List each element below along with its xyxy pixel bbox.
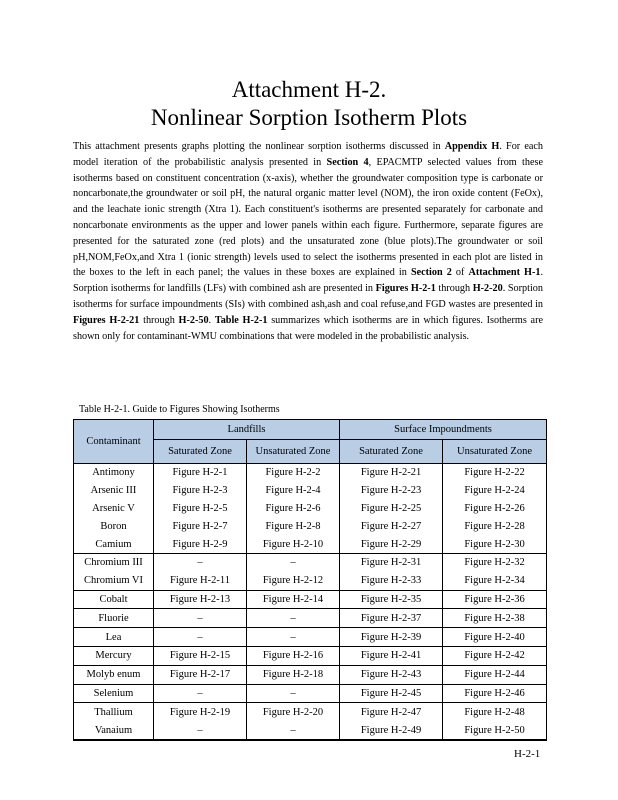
si-saturated-cell: Figure H-2-23 [340, 482, 443, 500]
table-ref: Table H-2-1 [214, 314, 268, 326]
si-unsaturated-cell: Figure H-2-38 [443, 609, 547, 628]
table-body [74, 464, 547, 740]
lf-saturated-cell: Figure H-2-13 [154, 590, 247, 609]
contaminant-cell: Thallium [74, 703, 154, 721]
page-number: H-2-1 [514, 748, 541, 760]
page-subtitle: Nonlinear Sorption Isotherm Plots [150, 105, 468, 130]
contaminant-cell: Chromium III [74, 553, 154, 571]
lf-saturated-cell: Figure H-2-11 [154, 572, 247, 590]
contaminant-cell: Mercury [74, 646, 154, 665]
lf-unsaturated-cell: Figure H-2-6 [247, 500, 340, 518]
table-row [74, 721, 547, 740]
si-unsaturated-cell: Figure H-2-34 [443, 572, 547, 590]
lf-saturated-cell: Figure H-2-15 [154, 646, 247, 665]
header-si-unsaturated: Unsaturated Zone [443, 440, 547, 464]
si-unsaturated-cell: Figure H-2-44 [443, 665, 547, 684]
lf-unsaturated-cell: – [247, 609, 340, 628]
paragraph-text: of [451, 267, 469, 279]
si-unsaturated-cell: Figure H-2-42 [443, 646, 547, 665]
contaminant-cell: Antimony [74, 464, 154, 482]
lf-unsaturated-cell: Figure H-2-8 [247, 517, 340, 535]
header-si-saturated: Saturated Zone [340, 440, 443, 464]
figures-ref: H-2-20 [472, 283, 503, 295]
si-unsaturated-cell: Figure H-2-48 [443, 703, 547, 721]
lf-unsaturated-cell: Figure H-2-10 [247, 535, 340, 553]
lf-unsaturated-cell: Figure H-2-20 [247, 703, 340, 721]
lf-saturated-cell: Figure H-2-5 [154, 500, 247, 518]
page-title: Attachment H-2. [231, 77, 387, 102]
si-saturated-cell: Figure H-2-37 [340, 609, 443, 628]
contaminant-cell: Cobalt [74, 590, 154, 609]
si-unsaturated-cell: Figure H-2-26 [443, 500, 547, 518]
header-landfills: Landfills [154, 420, 340, 440]
lf-unsaturated-cell: Figure H-2-16 [247, 646, 340, 665]
contaminant-cell: Boron [74, 517, 154, 535]
contaminant-cell: Lea [74, 628, 154, 647]
table-row [74, 590, 547, 609]
paragraph-text: . Sorption isotherms for surface impoundments (SIs) with combined ash,ash and coal refuse,and FGD wastes are presented in [73, 283, 543, 310]
lf-saturated-cell: Figure H-2-17 [154, 665, 247, 684]
lf-unsaturated-cell: – [247, 721, 340, 740]
isotherm-guide-table [73, 419, 547, 741]
si-saturated-cell: Figure H-2-33 [340, 572, 443, 590]
table-row [74, 553, 547, 571]
lf-saturated-cell: – [154, 628, 247, 647]
si-saturated-cell: Figure H-2-49 [340, 721, 443, 740]
section-ref: Section 4 [326, 156, 369, 168]
contaminant-cell: Arsenic III [74, 482, 154, 500]
table-row [74, 572, 547, 590]
lf-saturated-cell: – [154, 684, 247, 703]
paragraph-text: through [435, 283, 473, 295]
paragraph-text: . Sorption isotherms for landfills (LFs) with combined ash are presented in [73, 267, 543, 295]
lf-saturated-cell: Figure H-2-19 [154, 703, 247, 721]
si-saturated-cell: Figure H-2-45 [340, 684, 443, 703]
figures-ref: Figures H-2-21 [73, 314, 140, 326]
contaminant-cell: Arsenic V [74, 500, 154, 518]
header-lf-saturated: Saturated Zone [154, 440, 247, 464]
paragraph-text: , EPACMTP selected values from these isotherms based on constituent concentration (x-axis), whether the groundwater composition type is carbonate or noncarbonate,the groundwater or soil pH, the natural organic matter level (NOM), the iron oxide content (FeOx), and the leachate ionic strength (Xtra 1). Each constituent's isotherms are presented separately for carbonate and noncarbonate environments as the upper and lower panels within each figure. Furthermore, separate figures are presented for the saturated zone (red plots) and the unsaturated zone (blue plots).The groundwater or soil pH,NOM,FeOx,and Xtra 1 (ionic strength) levels used to select the isotherms presented in each plot are listed in the boxes to the left in each panel; the values in these boxes are explained in [73, 156, 543, 279]
figures-ref: H-2-50 [178, 314, 209, 326]
si-unsaturated-cell: Figure H-2-36 [443, 590, 547, 609]
si-saturated-cell: Figure H-2-21 [340, 464, 443, 482]
lf-saturated-cell: Figure H-2-9 [154, 535, 247, 553]
si-saturated-cell: Figure H-2-27 [340, 517, 443, 535]
table-row [74, 517, 547, 535]
table-row [74, 665, 547, 684]
lf-saturated-cell: Figure H-2-7 [154, 517, 247, 535]
lf-unsaturated-cell: Figure H-2-14 [247, 590, 340, 609]
intro-paragraph [73, 139, 543, 344]
contaminant-cell: Selenium [74, 684, 154, 703]
lf-saturated-cell: – [154, 721, 247, 740]
paragraph-text: This attachment presents graphs plotting the nonlinear sorption isotherms discussed in [73, 141, 445, 152]
lf-saturated-cell: Figure H-2-3 [154, 482, 247, 500]
contaminant-cell: Chromium VI [74, 572, 154, 590]
table-row [74, 609, 547, 628]
table-row [74, 628, 547, 647]
lf-unsaturated-cell: Figure H-2-4 [247, 482, 340, 500]
si-saturated-cell: Figure H-2-31 [340, 553, 443, 571]
table-row [74, 482, 547, 500]
si-unsaturated-cell: Figure H-2-30 [443, 535, 547, 553]
table-row [74, 500, 547, 518]
paragraph-text: . [208, 314, 215, 326]
contaminant-cell: Molyb enum [74, 665, 154, 684]
lf-unsaturated-cell: Figure H-2-12 [247, 572, 340, 590]
lf-unsaturated-cell: – [247, 628, 340, 647]
paragraph-text: through [139, 314, 179, 326]
appendix-ref: Appendix H [444, 141, 500, 152]
si-unsaturated-cell: Figure H-2-50 [443, 721, 547, 740]
table-row [74, 535, 547, 553]
si-unsaturated-cell: Figure H-2-28 [443, 517, 547, 535]
paragraph-text: summarizes which isotherms are in which figures. Isotherms are shown only for contaminant-WMU combinations that were modeled in the probabilistic analysis. [73, 314, 543, 342]
si-unsaturated-cell: Figure H-2-32 [443, 553, 547, 571]
si-unsaturated-cell: Figure H-2-46 [443, 684, 547, 703]
table-caption: Table H-2-1. Guide to Figures Showing Isotherms [79, 404, 280, 415]
contaminant-cell: Camium [74, 535, 154, 553]
lf-unsaturated-cell: – [247, 553, 340, 571]
lf-saturated-cell: – [154, 609, 247, 628]
lf-unsaturated-cell: Figure H-2-2 [247, 464, 340, 482]
si-unsaturated-cell: Figure H-2-24 [443, 482, 547, 500]
si-saturated-cell: Figure H-2-29 [340, 535, 443, 553]
header-contaminant: Contaminant [74, 420, 154, 464]
si-saturated-cell: Figure H-2-47 [340, 703, 443, 721]
si-saturated-cell: Figure H-2-41 [340, 646, 443, 665]
table-row [74, 684, 547, 703]
contaminant-cell: Vanaium [74, 721, 154, 740]
lf-saturated-cell: Figure H-2-1 [154, 464, 247, 482]
paragraph-text: . For each model iteration of the probabilistic analysis presented in [73, 141, 543, 168]
header-surface-impoundments: Surface Impoundments [340, 420, 547, 440]
attachment-ref: Attachment H-1 [468, 267, 541, 279]
contaminant-cell: Fluorie [74, 609, 154, 628]
si-saturated-cell: Figure H-2-25 [340, 500, 443, 518]
si-saturated-cell: Figure H-2-43 [340, 665, 443, 684]
si-unsaturated-cell: Figure H-2-22 [443, 464, 547, 482]
table-row [74, 464, 547, 482]
si-saturated-cell: Figure H-2-39 [340, 628, 443, 647]
section-ref: Section 2 [410, 267, 452, 279]
figures-ref: Figures H-2-1 [375, 283, 436, 295]
lf-unsaturated-cell: Figure H-2-18 [247, 665, 340, 684]
si-unsaturated-cell: Figure H-2-40 [443, 628, 547, 647]
table-row [74, 646, 547, 665]
table-row [74, 703, 547, 721]
lf-unsaturated-cell: – [247, 684, 340, 703]
lf-saturated-cell: – [154, 553, 247, 571]
si-saturated-cell: Figure H-2-35 [340, 590, 443, 609]
header-lf-unsaturated: Unsaturated Zone [247, 440, 340, 464]
